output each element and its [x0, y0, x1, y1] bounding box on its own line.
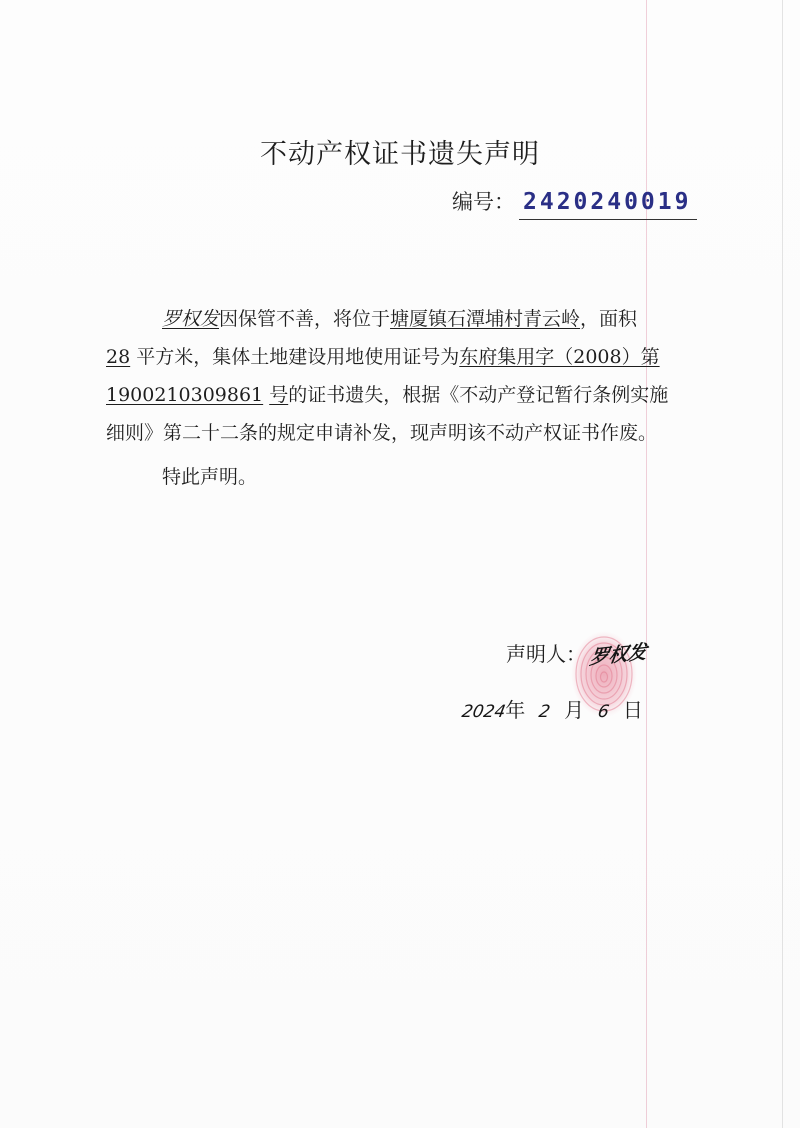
date-month: 2 [537, 702, 552, 722]
body-text-2: ，面积 [580, 308, 638, 330]
body-line-3 [106, 376, 726, 414]
date-row [462, 694, 643, 723]
body-text-4: 的证书遗失，根据《不动产登记暂行条例实施 [288, 384, 669, 406]
serial-number-row [452, 186, 697, 220]
owner-name: 罗权发 [162, 308, 220, 330]
handwritten-signature: 罗权发 [588, 640, 649, 670]
date-day: 6 [596, 702, 611, 722]
property-area: 28 [106, 346, 131, 368]
body-line-2 [106, 338, 726, 376]
statement-body [106, 300, 726, 452]
declarant-row [506, 638, 649, 670]
certificate-number: 1900210309861 [106, 384, 264, 406]
property-location: 塘厦镇石潭埔村青云岭 [390, 308, 581, 330]
declarant-label: 声明人： [506, 642, 586, 666]
conclusion-text: 特此声明。 [162, 466, 258, 488]
serial-label: 编号： [452, 190, 515, 214]
date-year: 2024 [460, 702, 508, 722]
body-text-5: 细则》第二十二条的规定申请补发，现声明该不动产权证书作废。 [106, 422, 658, 444]
body-line-1 [106, 300, 726, 338]
year-unit: 年 [505, 698, 526, 722]
serial-number-stamp: 2420240019 [519, 189, 697, 220]
document-title: 不动产权证书遗失声明 [260, 139, 540, 170]
certificate-suffix: 号 [269, 384, 289, 406]
body-text-1: 因保管不善，将位于 [219, 308, 391, 330]
body-text-3: 平方米，集体土地建设用地使用证号为 [136, 346, 460, 368]
day-unit: 日 [622, 698, 643, 722]
month-unit: 月 [564, 698, 585, 722]
certificate-prefix: 东府集用字（2008）第 [459, 346, 660, 368]
body-line-4 [106, 414, 726, 452]
